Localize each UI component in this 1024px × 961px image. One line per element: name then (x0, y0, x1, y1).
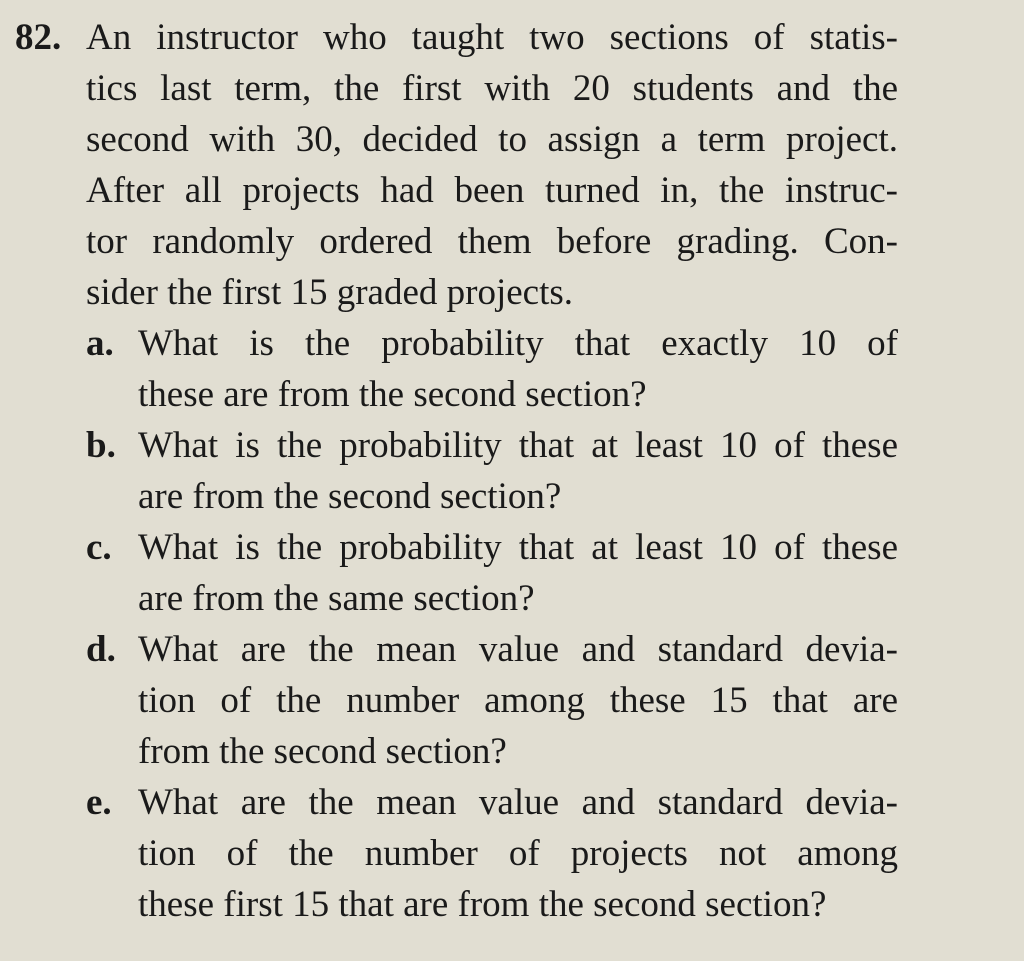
part-d-letter: d. (86, 629, 116, 670)
stem-line: After all projects had been turned in, the instruc- (86, 170, 898, 211)
stem-line: sider the first 15 graded projects. (86, 272, 574, 313)
part-d-line: What are the mean value and standard devia- (138, 629, 898, 670)
part-e-line: tion of the number of projects not among (138, 833, 898, 874)
part-a-line: What is the probability that exactly 10 of (138, 323, 898, 364)
part-c-line: What is the probability that at least 10 of these (138, 527, 898, 568)
part-b-line: What is the probability that at least 10 of these (138, 425, 898, 466)
part-c-line: are from the same section? (138, 578, 535, 619)
part-d-line: from the second section? (138, 731, 507, 772)
part-b-line: are from the second section? (138, 476, 562, 517)
stem-line: An instructor who taught two sections of statis- (86, 17, 898, 58)
part-b-letter: b. (86, 425, 116, 466)
part-e-line: What are the mean value and standard devia- (138, 782, 898, 823)
stem-line: tor randomly ordered them before grading. Con- (86, 221, 898, 262)
part-e-letter: e. (86, 782, 112, 823)
part-d-line: tion of the number among these 15 that are (138, 680, 898, 721)
problem-number: 82. (15, 17, 62, 58)
part-e-line: these first 15 that are from the second section? (138, 884, 827, 925)
stem-line: second with 30, decided to assign a term project. (86, 119, 898, 160)
stem-line: tics last term, the first with 20 students and the (86, 68, 898, 109)
part-a-letter: a. (86, 323, 114, 364)
part-a-line: these are from the second section? (138, 374, 647, 415)
part-c-letter: c. (86, 527, 112, 568)
